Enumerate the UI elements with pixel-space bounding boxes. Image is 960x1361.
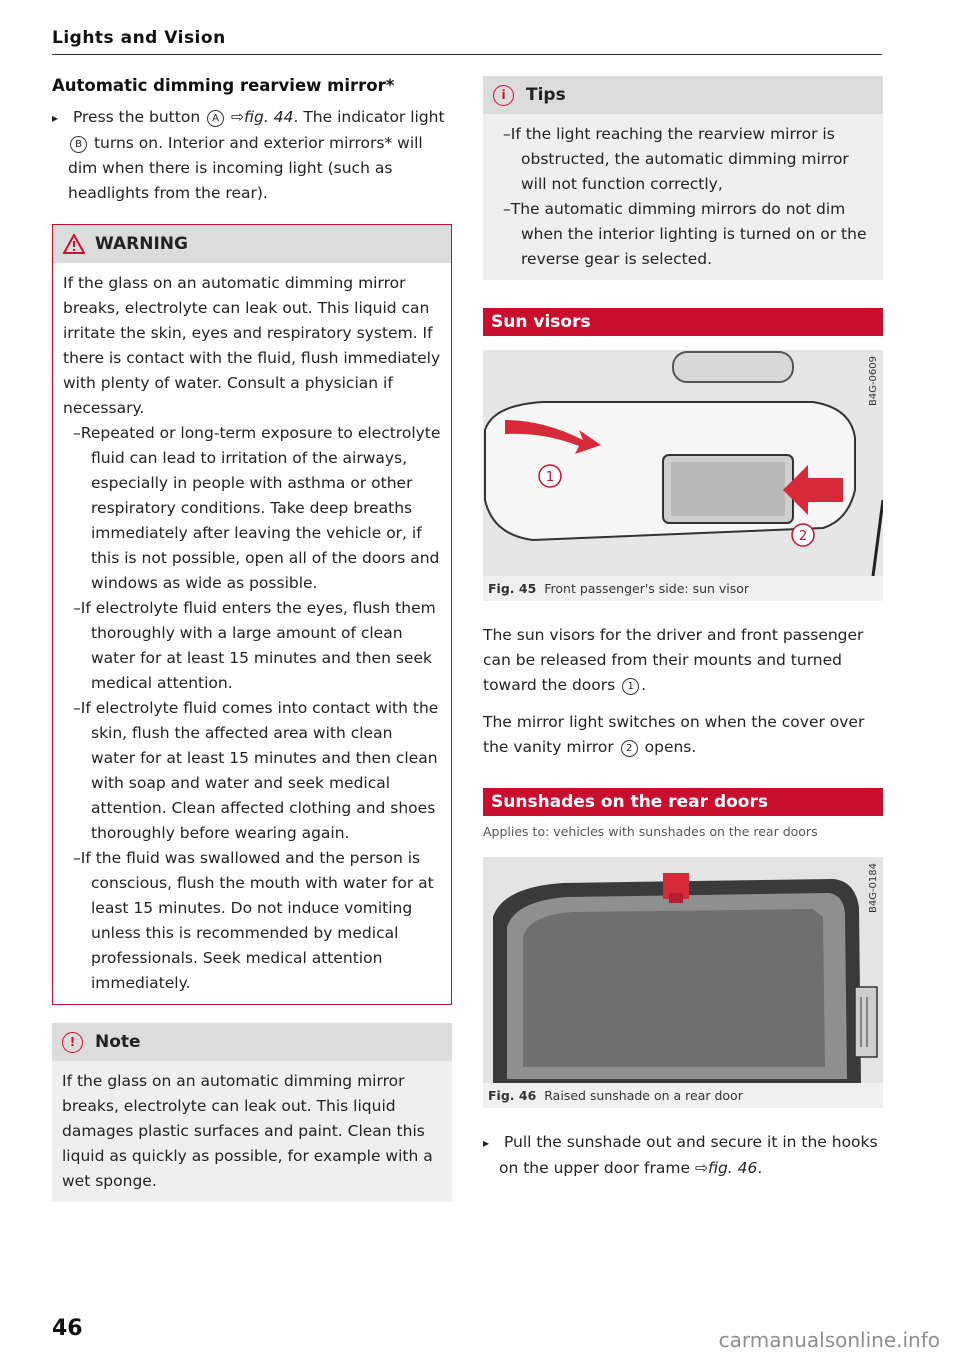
note-header [52,1023,452,1061]
dimming-instruction [52,105,452,206]
ref-marker-2: 2 [621,740,638,757]
fig-44-link[interactable]: fig. 44 [244,108,294,126]
sunshade-instruction [483,1130,883,1181]
info-icon: i [493,85,514,106]
paragraph-text: The sun visors for the driver and front passenger can be released from their mounts and turned toward the doors [483,626,864,694]
page-header [52,28,882,55]
figure-caption-text: Front passenger's side: sun visor [544,581,750,596]
tips-box [483,76,883,280]
tips-title: Tips [526,85,566,105]
page-number: 46 [52,1316,83,1341]
figure-caption [483,1083,883,1108]
fig-46-link[interactable]: fig. 46 [707,1159,758,1177]
warning-title: WARNING [95,234,188,254]
left-column [52,76,452,1202]
warning-item: – If electrolyte fluid enters the eyes, flush them thoroughly with a large amount of clean water for at least 15 minutes and then seek medical attention. [63,596,441,696]
warning-triangle-icon [63,234,85,254]
ref-marker-1: 1 [622,678,639,695]
figure-caption [483,576,883,601]
instruction-text: . [757,1159,763,1177]
sun-visor-paragraph-2 [483,710,883,760]
figure-code: B4G-0609 [868,356,879,407]
sun-visor-illustration [483,350,883,576]
note-text: If the glass on an automatic dimming mirror breaks, electrolyte can leak out. This liquid damages plastic surfaces and paint. Clean this liquid as quickly as possible, for example with a wet sponge. [62,1072,433,1190]
figure-marker-1: 1 [545,470,555,485]
section-heading-dimming-mirror: Automatic dimming rearview mirror* [52,76,395,95]
instruction-text: turns on. Interior and exterior mirrors* will dim when there is incoming light (such as headlights from the rear). [68,134,423,202]
paragraph-text: opens. [644,738,697,756]
paragraph-text: . [641,676,647,694]
figure-46 [483,857,883,1108]
paragraph-text: The mirror light switches on when the cover over the vanity mirror [483,713,865,756]
applies-to-text: Applies to: vehicles with sunshades on the rear doors [483,824,818,839]
warning-body [53,263,451,1004]
warning-header [53,225,451,263]
figure-code: B4G-0184 [868,863,879,914]
figure-label: Fig. 45 [488,581,537,596]
note-body [52,1061,452,1202]
watermark: carmanualsonline.info [718,1328,940,1352]
arrow-ref-icon: ⇨ [694,1159,708,1177]
arrow-ref-icon: ⇨ [231,108,245,126]
warning-box [52,224,452,1005]
note-box [52,1023,452,1202]
header-title: Lights and Vision [52,28,226,48]
instruction-text: . The indicator light [293,108,445,126]
tips-header [483,76,883,114]
instruction-text: Pull the sunshade out and secure it in the hooks on the upper door frame [499,1133,878,1177]
warning-item: – If electrolyte fluid comes into contact with the skin, flush the affected area with clean water for at least 15 minutes and then clean with soap and water and seek medical attention. Clean affected clothing and shoes thoroughly before wearing again. [63,696,441,846]
figure-caption-text: Raised sunshade on a rear door [544,1088,743,1103]
instruction-text: Press the button [72,108,201,126]
note-exclamation-icon: ! [62,1032,83,1053]
warning-intro: If the glass on an automatic dimming mirror breaks, electrolyte can leak out. This liquid can irritate the skin, eyes and respiratory system. If there is contact with the fluid, flush immediately with plenty of water. Consult a physician if necessary. [63,274,441,417]
warning-item: – If the fluid was swallowed and the person is conscious, flush the mouth with water for at least 15 minutes. Do not induce vomiting unless this is recommended by medical professionals. Seek medical attention immediately. [63,846,441,996]
section-bar-sun-visors: Sun visors [483,308,883,336]
sunshade-illustration [483,857,883,1083]
tip-item: – If the light reaching the rearview mirror is obstructed, the automatic dimming mirror will not function correctly, [493,122,873,197]
right-column [483,76,883,1181]
figure-marker-2: 2 [798,529,808,544]
figure-label: Fig. 46 [488,1088,537,1103]
tips-body [483,114,883,280]
warning-item: – Repeated or long-term exposure to electrolyte fluid can lead to irritation of the airways, especially in people with asthma or other respiratory conditions. Take deep breaths immediately after leaving the vehicle or, if this is not possible, open all of the doors and windows as wide as possible. [63,421,441,596]
tip-item: – The automatic dimming mirrors do not dim when the interior lighting is turned on or the reverse gear is selected. [493,197,873,272]
figure-45 [483,350,883,601]
section-bar-sunshades: Sunshades on the rear doors [483,788,883,816]
sun-visor-paragraph-1 [483,623,883,698]
note-title: Note [95,1032,141,1052]
button-a-marker: A [207,110,224,127]
indicator-b-marker: B [70,136,87,153]
